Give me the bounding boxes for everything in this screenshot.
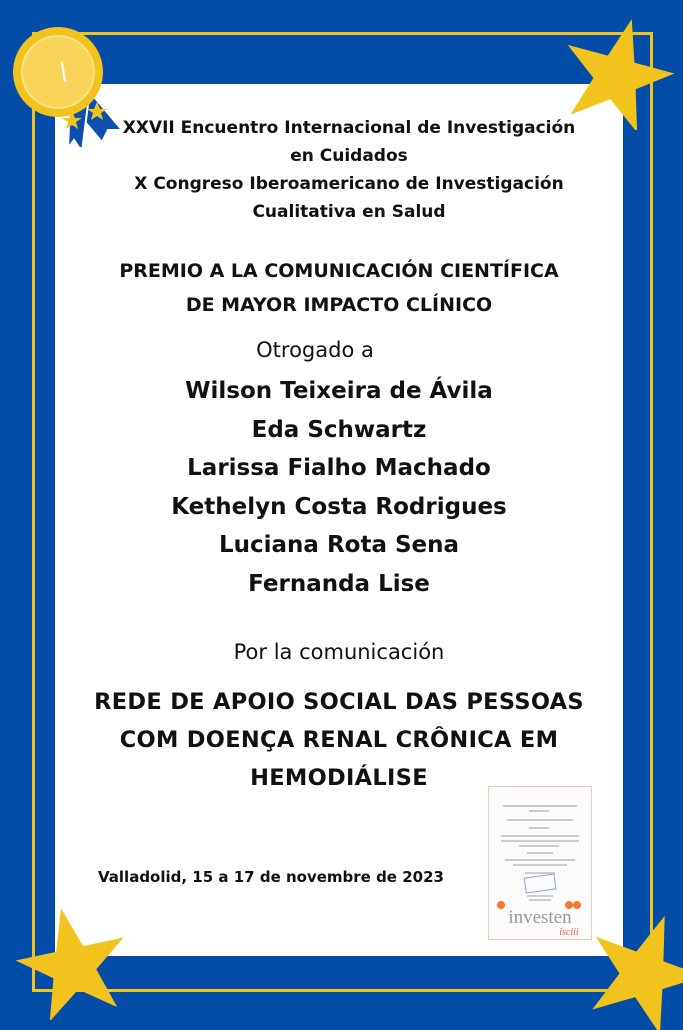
- given-to-label: Otrogado a: [256, 338, 374, 362]
- title-line: COM DOENÇA RENAL CRÔNICA EM: [119, 727, 559, 753]
- certificate-thumbnail-image: [488, 786, 592, 940]
- conference-line: XXVII Encuentro Internacional de Investigación: [122, 118, 576, 138]
- title-line: HEMODIÁLISE: [250, 765, 428, 791]
- conference-title: [55, 114, 623, 226]
- title-line: REDE DE APOIO SOCIAL DAS PESSOAS: [94, 689, 584, 715]
- svg-text:investen: investen: [508, 907, 572, 928]
- conference-line: Cualitativa en Salud: [252, 202, 446, 222]
- communication-title: [55, 683, 623, 797]
- conference-line: en Cuidados: [290, 146, 408, 166]
- recipient: Kethelyn Costa Rodrigues: [171, 493, 507, 520]
- recipients-list: [55, 372, 623, 603]
- award-line: DE MAYOR IMPACTO CLÍNICO: [185, 294, 493, 316]
- svg-text:isciii: isciii: [559, 927, 579, 938]
- thumbnail-content: [489, 787, 591, 939]
- recipient: Larissa Fialho Machado: [187, 455, 491, 481]
- award-title: [55, 254, 623, 322]
- conference-line: X Congreso Iberoamericano de Investigación: [134, 174, 564, 194]
- recipient: Eda Schwartz: [251, 416, 427, 443]
- recipient: Luciana Rota Sena: [218, 532, 460, 558]
- recipient: Fernanda Lise: [248, 570, 430, 597]
- award-line: PREMIO A LA COMUNICACIÓN CIENTÍFICA: [119, 260, 559, 282]
- star-icon: [560, 15, 675, 130]
- date-place: Valladolid, 15 a 17 de novembre de 2023: [98, 868, 444, 886]
- recipient: Wilson Teixeira de Ávila: [185, 378, 493, 404]
- communication-label: Por la comunicación: [233, 640, 445, 664]
- star-icon: [585, 910, 683, 1030]
- star-icon: [15, 905, 130, 1020]
